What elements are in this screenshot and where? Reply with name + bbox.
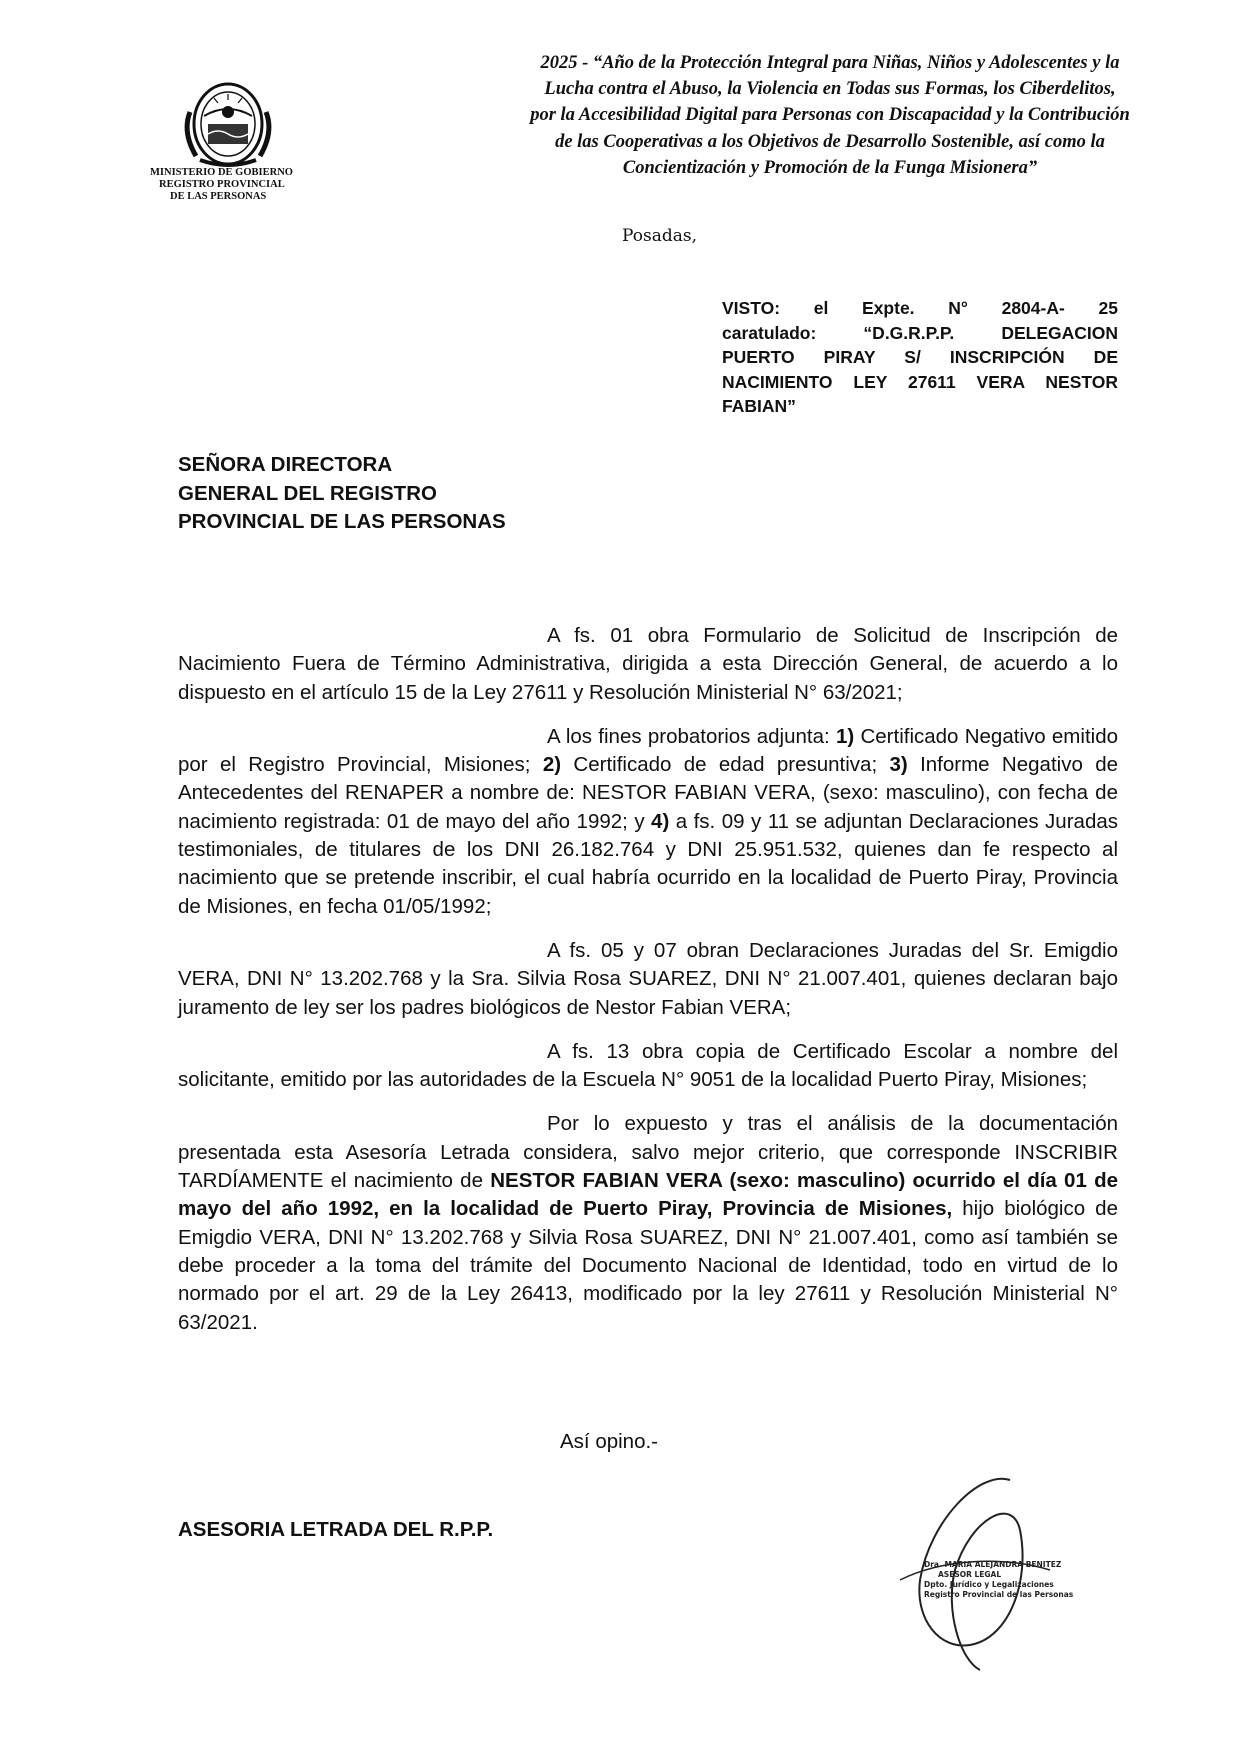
paragraph-2: [178, 723, 1118, 921]
recipient: [178, 451, 506, 537]
visto-block: [722, 296, 1118, 419]
ministry-line: REGISTRO PROVINCIAL: [159, 179, 285, 190]
paragraph-1: A fs. 01 obra Formulario de Solicitud de Inscripción de Nacimiento Fuera de Término Administrativa, dirigida a esta Dirección General, de acuerdo a lo dispuesto en el artículo 15 de la Ley 27611 y Resolución Ministerial N° 63/2021;: [178, 624, 1118, 704]
bold-text-run: NESTOR FABIAN VERA (sexo: masculino) ocurrido el día 01 de mayo del año 1992, en la localidad de Puerto Piray, Provincia de Misiones,: [178, 1169, 1118, 1221]
visto-line: NACIMIENTO LEY 27611 VERA NESTOR: [722, 371, 1118, 392]
text-run: Certificado Negativo emitido por el Registro Provincial, Misiones;: [178, 724, 1118, 777]
paragraph-3: A fs. 05 y 07 obran Declaraciones Juradas del Sr. Emigdio VERA, DNI N° 13.202.768 y la Sra. Silvia Rosa SUAREZ, DNI N° 21.007.401, quienes declaran bajo juramento de ley ser los padres biológicos de Nestor Fabian VERA;: [178, 938, 1118, 1019]
ministry-header: [150, 167, 330, 203]
place-date: Posadas,: [622, 226, 697, 246]
paragraph-5: [178, 1110, 1118, 1336]
year-motto: [480, 50, 1180, 181]
motto-line: por la Accesibilidad Digital para Personas con Discapacidad y la Contribución: [530, 105, 1130, 126]
motto-line: de las Cooperativas a los Objetivos de Desarrollo Sostenible, así como la: [555, 131, 1105, 152]
document-body: [178, 622, 1118, 1353]
text-run: A los fines probatorios adjunta:: [547, 724, 836, 748]
motto-line: 2025 - “Año de la Protección Integral para Niñas, Niños y Adolescentes y la: [540, 53, 1120, 73]
official-stamp: [924, 1560, 1074, 1600]
paragraph-4: A fs. 13 obra copia de Certificado Escolar a nombre del solicitante, emitido por las autoridades de la Escuela N° 9051 de la localidad Puerto Piray, Misiones;: [178, 1039, 1118, 1092]
stamp-line: Registro Provincial de las Personas: [924, 1590, 1074, 1599]
provincia-de-misiones-seal-icon: [178, 72, 278, 172]
visto-line: PUERTO PIRAY S/ INSCRIPCIÓN DE: [722, 347, 1118, 367]
text-run: hijo biológico de Emigdio VERA, DNI N° 13.202.768 y Silvia Rosa SUAREZ, DNI N° 21.007.401, como así también se debe proceder a la toma del trámite del Documento Nacional de Identidad, todo en virtud de lo normado por el art. 29 de la Ley 26413, modificado por la ley 27611 y Resolución Ministerial N° 63/2021.: [178, 1197, 1118, 1334]
visto-line: VISTO: el Expte. N° 2804-A- 25: [722, 298, 1118, 318]
motto-line: Concientización y Promoción de la Funga Misionera”: [622, 157, 1038, 178]
stamp-line: Dra. MARIA ALEJANDRA BENITEZ: [924, 1560, 1062, 1569]
text-run: Por lo expuesto y tras el análisis de la documentación presentada esta Asesoría Letrada considera, salvo mejor criterio, que corresponde INSCRIBIR TARDÍAMENTE el nacimiento de: [178, 1112, 1118, 1193]
item-number: 1): [835, 724, 855, 748]
item-number: 2): [542, 753, 562, 777]
ministry-line: MINISTERIO DE GOBIERNO: [150, 167, 293, 178]
text-run: a fs. 09 y 11 se adjuntan Declaraciones Juradas testimoniales, de titulares de los DNI 26.182.764 y DNI 25.951.532, quienes dan fe respecto al nacimiento que se pretende inscribir, el cual habría ocurrido en la localidad de Puerto Piray, Provincia de Misiones, en fecha 01/05/1992;: [178, 809, 1118, 918]
stamp-line: ASESOR LEGAL: [938, 1570, 1002, 1579]
motto-line: Lucha contra el Abuso, la Violencia en Todas sus Formas, los Ciberdelitos,: [544, 79, 1116, 100]
ministry-line: DE LAS PERSONAS: [170, 191, 267, 202]
text-run: Certificado de edad presuntiva;: [561, 753, 890, 777]
visto-line: FABIAN”: [722, 396, 796, 416]
visto-line: caratulado: “D.G.R.P.P. DELEGACION: [722, 322, 1118, 343]
stamp-line: Dpto. Jurídico y Legalizaciones: [924, 1580, 1054, 1589]
recipient-line: SEÑORA DIRECTORA: [178, 453, 393, 476]
office-signature-line: ASESORIA LETRADA DEL R.P.P.: [178, 1518, 494, 1541]
text-run: Informe Negativo de Antecedentes del RENAPER a nombre de: NESTOR FABIAN VERA, (sexo: masculino), con fecha de nacimiento registrada: 01 de mayo del año 1992; y: [178, 753, 1118, 833]
recipient-line: GENERAL DEL REGISTRO: [178, 481, 437, 505]
closing-text: Así opino.-: [560, 1430, 658, 1453]
item-number: 3): [889, 753, 908, 777]
recipient-line: PROVINCIAL DE LAS PERSONAS: [178, 510, 506, 533]
item-number: 4): [651, 809, 670, 833]
